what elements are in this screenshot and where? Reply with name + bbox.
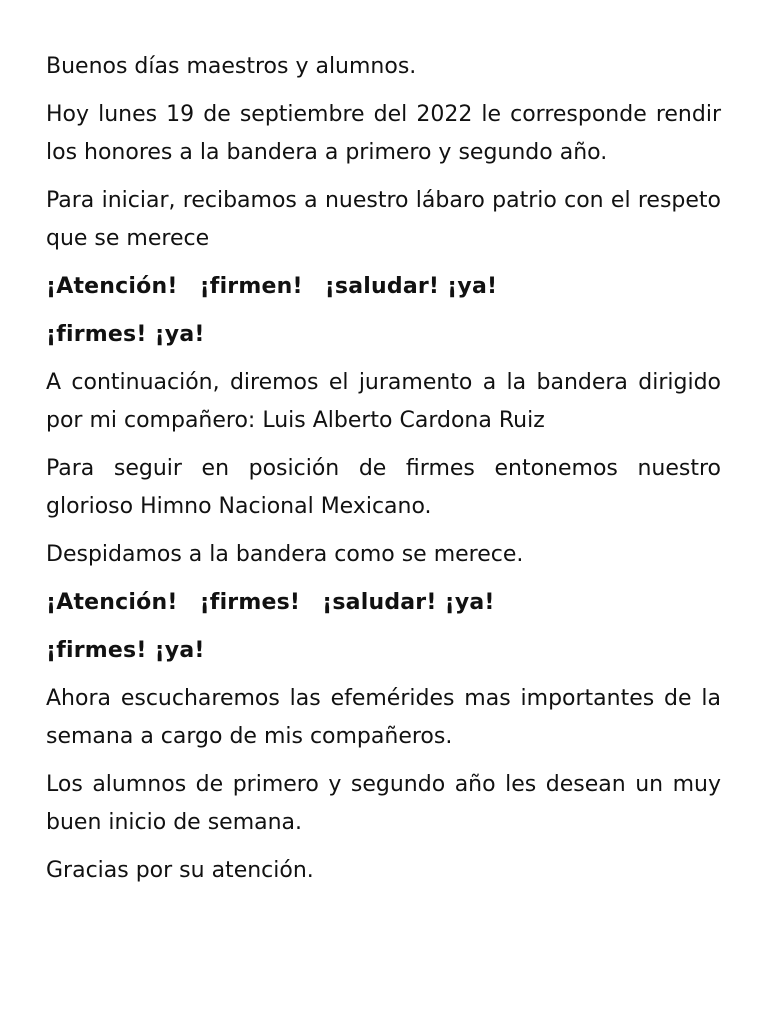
attention-command-line (46, 268, 721, 306)
attention-command-line-2 (46, 584, 721, 622)
command-word: ¡ya! (154, 638, 205, 663)
farewell-paragraph: Despidamos a la bandera como se merece. (46, 542, 524, 567)
date-paragraph: Hoy lunes 19 de septiembre del 2022 le corresponde rendir los honores a la bandera a primero y segundo año. (46, 102, 721, 165)
thanks-paragraph: Gracias por su atención. (46, 858, 314, 883)
command-word: ¡firmes! (199, 590, 301, 615)
command-word: ¡Atención! (46, 274, 178, 299)
command-word: ¡ya! (444, 590, 495, 615)
ephemerides-paragraph: Ahora escucharemos las efemérides mas importantes de la semana a cargo de mis compañeros. (46, 686, 721, 749)
command-word: ¡saludar! (322, 590, 437, 615)
command-word: ¡firmes! (46, 638, 147, 663)
anthem-paragraph: Para seguir en posición de firmes entonemos nuestro glorioso Himno Nacional Mexicano. (46, 456, 721, 519)
flag-reception-paragraph: Para iniciar, recibamos a nuestro lábaro patrio con el respeto que se merece (46, 188, 721, 251)
command-word: ¡saludar! (324, 274, 440, 299)
oath-paragraph: A continuación, diremos el juramento a la bandera dirigido por mi compañero: Luis Alberto Cardona Ruiz (46, 370, 721, 433)
command-word: ¡Atención! (46, 590, 178, 615)
firmes-command-line-2 (46, 632, 721, 670)
wishes-paragraph: Los alumnos de primero y segundo año les desean un muy buen inicio de semana. (46, 772, 721, 835)
command-word: ¡ya! (447, 274, 498, 299)
command-word: ¡ya! (154, 322, 205, 347)
greeting-paragraph: Buenos días maestros y alumnos. (46, 54, 417, 79)
document-page (46, 48, 721, 900)
firmes-command-line (46, 316, 721, 354)
command-word: ¡firmes! (46, 322, 147, 347)
command-word: ¡firmen! (199, 274, 303, 299)
